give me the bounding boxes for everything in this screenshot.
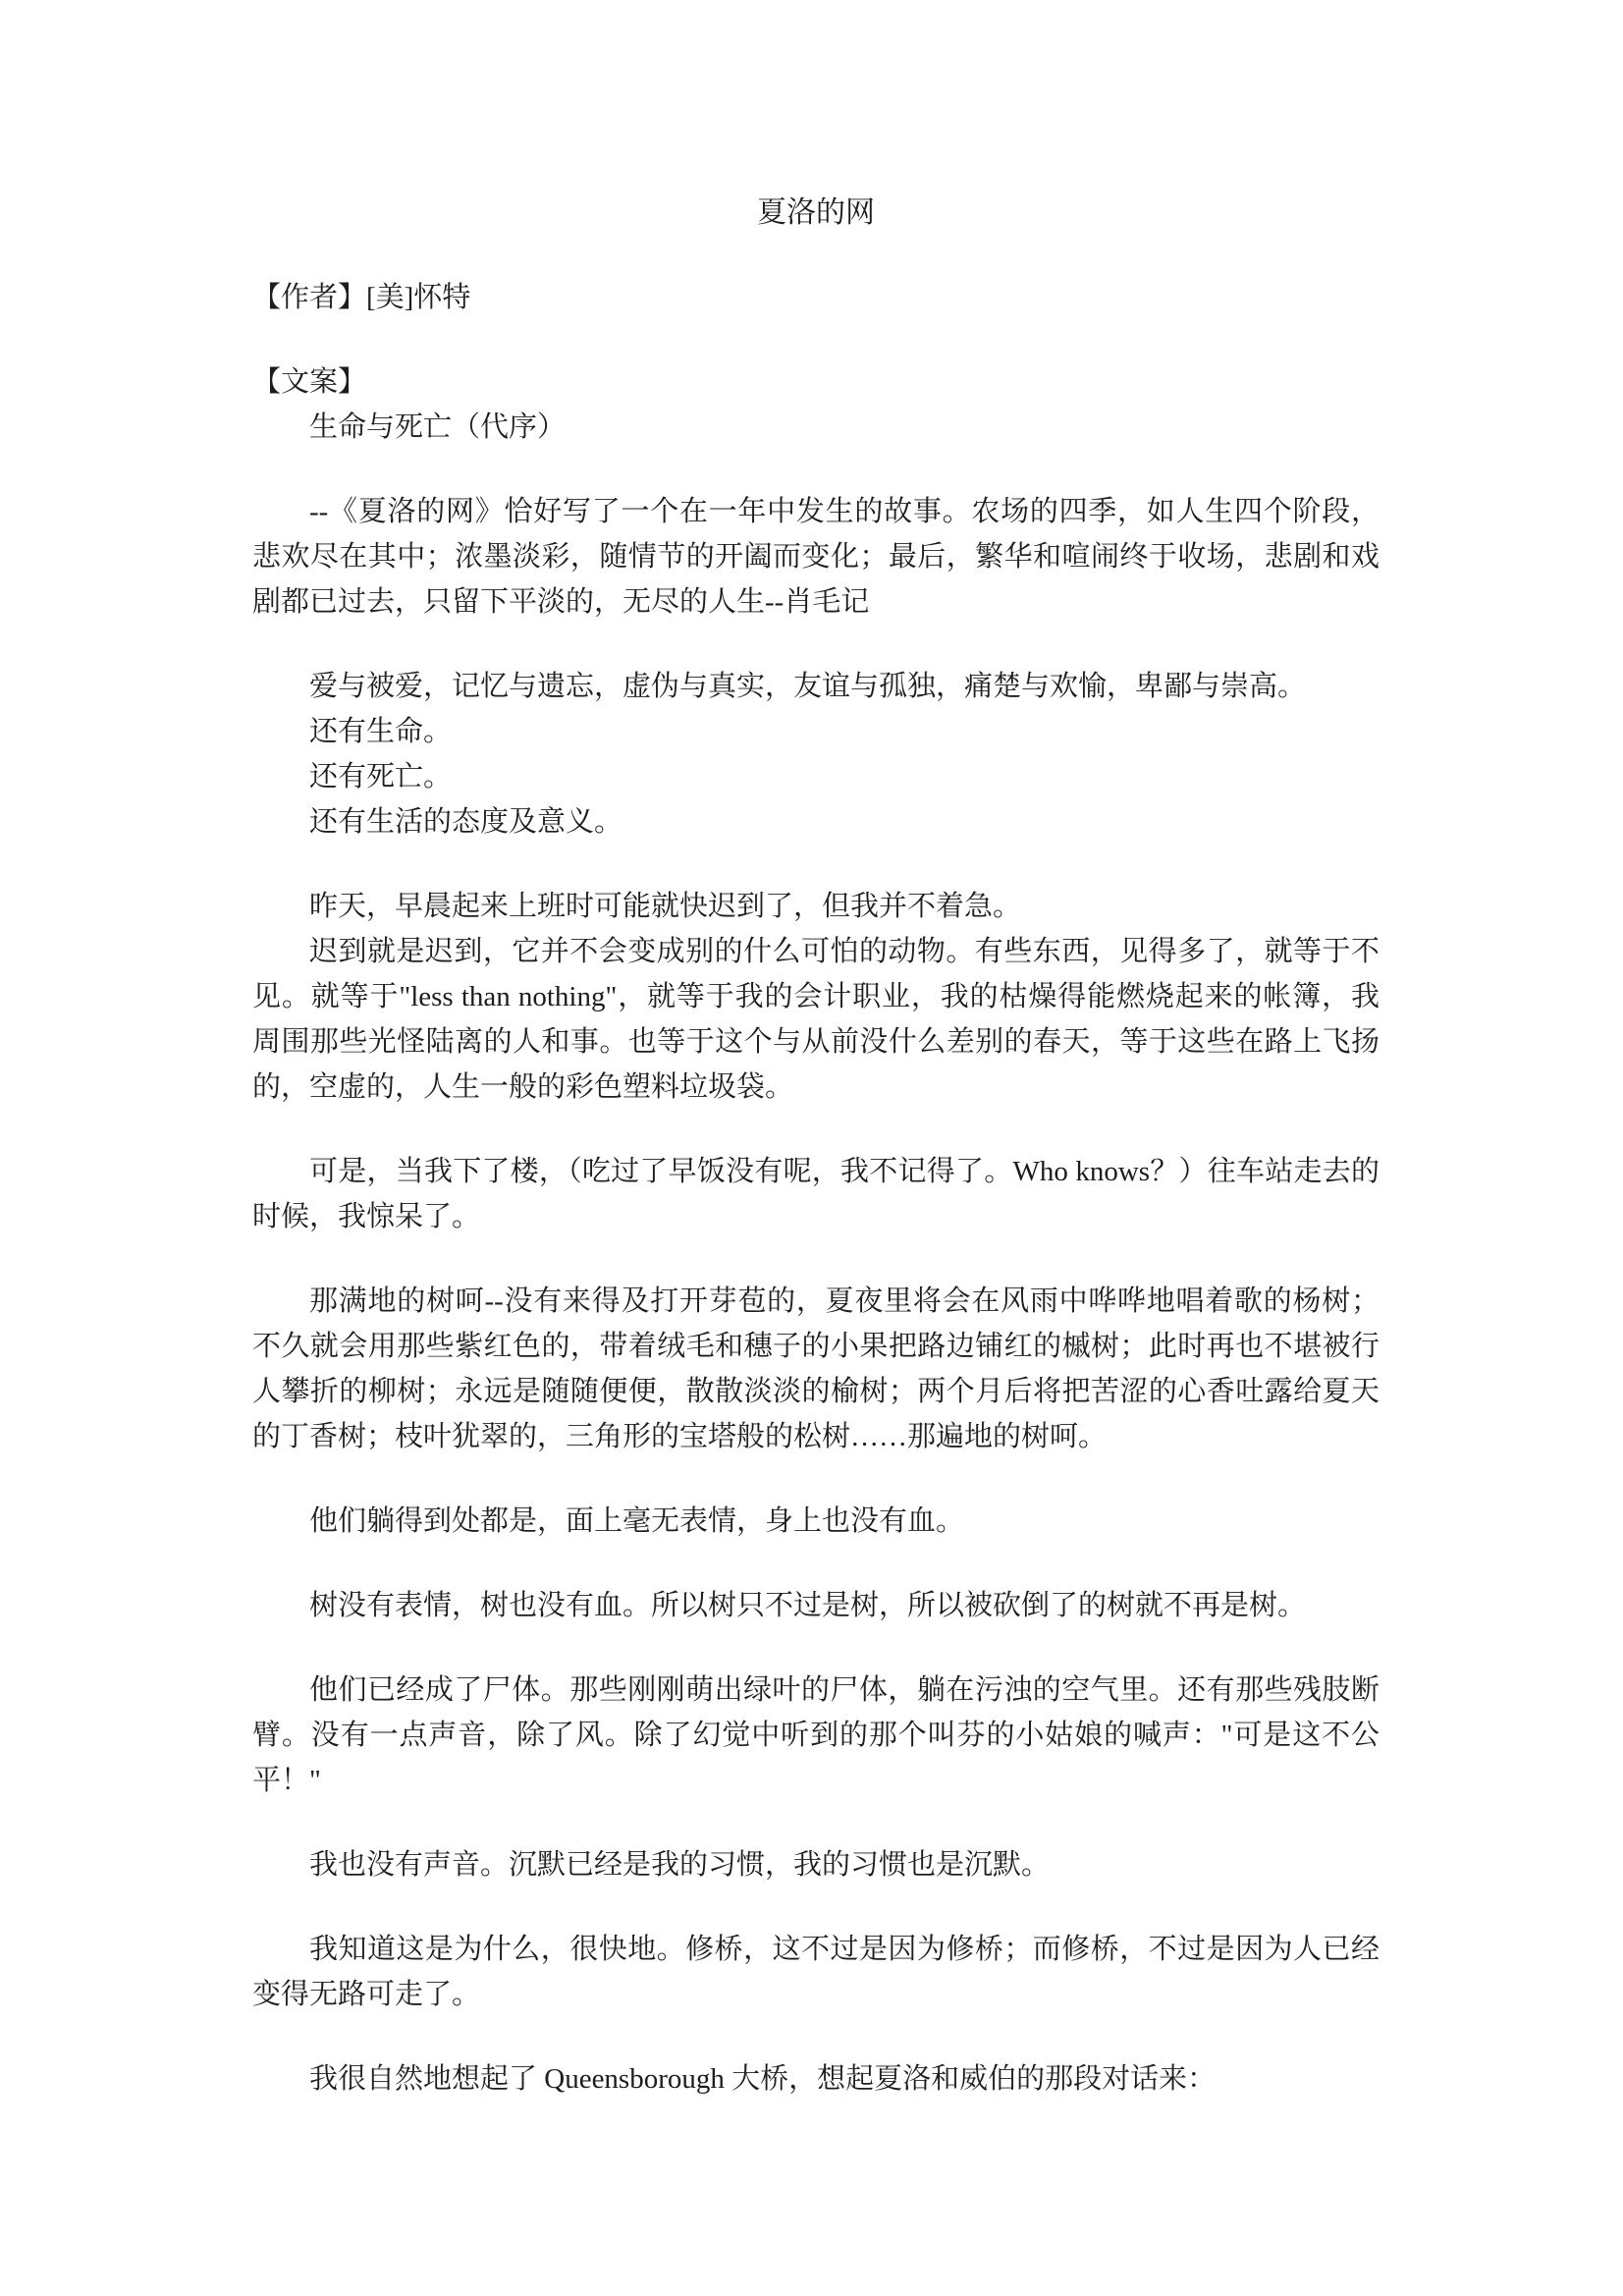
paragraph-queensborough: 我很自然地想起了 Queensborough 大桥，想起夏洛和威伯的那段对话来：: [309, 2063, 1217, 2095]
document-title: 夏洛的网: [757, 196, 875, 229]
paragraph-late: 迟到就是迟到，它并不会变成别的什么可怕的动物。有些东西，见得多了，就等于不见。就等于"less than nothing"，就等于我的会计职业，我的枯燥得能燃烧起来的帐簿，我周围那些光怪陆离的人和事。也等于这个与从前没什么差别的春天，等于这些在路上飞扬的，空虚的，人生一般的彩色塑料垃圾袋。: [252, 936, 1380, 1103]
paragraph-death: 还有死亡。: [309, 761, 453, 793]
paragraph-yesterday: 昨天，早晨起来上班时可能就快迟到了，但我并不着急。: [309, 891, 1022, 922]
paragraph-lying: 他们躺得到处都是，面上毫无表情，身上也没有血。: [309, 1505, 965, 1537]
preface-title: 生命与死亡（代序）: [309, 411, 567, 443]
paragraph-life: 还有生命。: [309, 716, 453, 747]
paragraph-corpses: 他们已经成了尸体。那些刚刚萌出绿叶的尸体，躺在污浊的空气里。还有那些残肢断臂。没有一点声音，除了风。除了幻觉中听到的那个叫芬的小姑娘的喊声："可是这不公平！": [252, 1674, 1380, 1796]
document-content: [252, 191, 1380, 2102]
author-line: 【作者】[美]怀特: [252, 282, 471, 313]
paragraph-silence: 我也没有声音。沉默已经是我的习惯，我的习惯也是沉默。: [309, 1849, 1051, 1881]
paragraph-trees: 那满地的树呵--没有来得及打开芽苞的，夏夜里将会在风雨中哗哗地唱着歌的杨树；不久就会用那些紫红色的，带着绒毛和穗子的小果把路边铺红的槭树；此时再也不堪被行人攀折的柳树；永远是随随便便，散散淡淡的榆树；两个月后将把苦涩的心香吐露给夏天的丁香树；枝叶犹翠的，三角形的宝塔般的松树……那遍地的树呵。: [252, 1285, 1380, 1452]
paragraph-love-list: 爱与被爱，记忆与遗忘，虚伪与真实，友谊与孤独，痛楚与欢愉，卑鄙与崇高。: [309, 671, 1307, 702]
paragraph-bridge: 我知道这是为什么，很快地。修桥，这不过是因为修桥；而修桥，不过是因为人已经变得无路可走了。: [252, 1934, 1380, 2010]
paragraph-intro-quote: --《夏洛的网》恰好写了一个在一年中发生的故事。农场的四季，如人生四个阶段，悲欢尽在其中；浓墨淡彩，随情节的开阖而变化；最后，繁华和喧闹终于收场，悲剧和戏剧都已过去，只留下平淡的，无尽的人生--肖毛记: [252, 496, 1380, 618]
blurb-label: 【文案】: [252, 366, 367, 398]
paragraph-no-expression: 树没有表情，树也没有血。所以树只不过是树，所以被砍倒了的树就不再是树。: [309, 1590, 1307, 1621]
paragraph-downstairs: 可是，当我下了楼，（吃过了早饭没有呢，我不记得了。Who knows？）往车站走去的时候，我惊呆了。: [252, 1156, 1380, 1232]
paragraph-attitude: 还有生活的态度及意义。: [309, 806, 623, 838]
